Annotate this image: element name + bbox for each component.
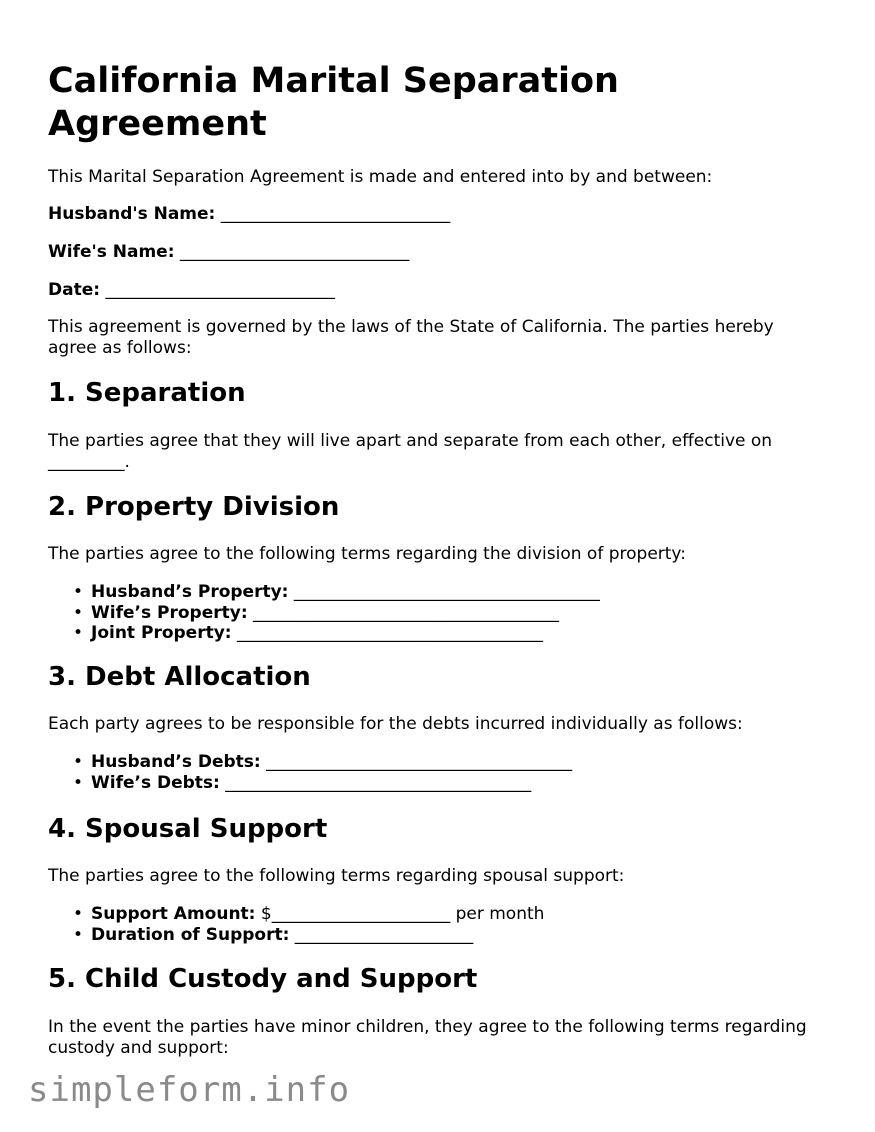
section-5-text: In the event the parties have minor children, they agree to the following terms regarding custody and support: — [48, 1017, 807, 1058]
item-label: Duration of Support: — [91, 924, 290, 945]
list-item[interactable] — [91, 623, 600, 644]
item-blank[interactable]: ____________________________________ — [260, 752, 573, 772]
item-label: Joint Property: — [91, 623, 232, 643]
support-list — [48, 904, 544, 945]
list-item[interactable] — [91, 925, 544, 946]
item-label: Support Amount: — [91, 904, 256, 924]
item-label: Wife’s Property: — [91, 602, 248, 623]
list-item[interactable] — [91, 773, 572, 794]
debt-list — [48, 752, 572, 793]
watermark-text: simpleform.info — [28, 1070, 351, 1110]
section-4-text: The parties agree to the following terms regarding spousal support: — [48, 866, 625, 886]
section-4-heading: 4. Spousal Support — [48, 814, 328, 844]
list-item[interactable] — [91, 904, 544, 925]
item-blank[interactable]: ____________________________________ — [219, 772, 532, 793]
item-blank[interactable]: ____________________________________ — [247, 602, 560, 623]
husband-name-label: Husband's Name: — [48, 204, 216, 224]
governing-paragraph: This agreement is governed by the laws of the State of California. The parties hereby agree as follows: — [48, 317, 774, 358]
item-blank[interactable]: $_____________________ per month — [255, 904, 545, 924]
section-3-text: Each party agrees to be responsible for the debts incurred individually as follows: — [48, 714, 743, 734]
section-5-heading: 5. Child Custody and Support — [48, 964, 478, 994]
list-item[interactable] — [91, 752, 572, 773]
item-label: Husband’s Debts: — [91, 752, 261, 772]
document-title: California Marital Separation Agreement — [48, 61, 619, 144]
list-item[interactable] — [91, 582, 600, 603]
date-label: Date: — [48, 280, 101, 300]
item-label: Wife’s Debts: — [91, 772, 220, 793]
item-blank[interactable]: ____________________________________ — [288, 582, 600, 602]
item-blank[interactable]: _____________________ — [289, 924, 474, 945]
intro-paragraph: This Marital Separation Agreement is made and entered into by and between: — [48, 167, 713, 187]
husband-name-blank[interactable]: ___________________________ — [220, 204, 451, 224]
section-2-text: The parties agree to the following terms regarding the division of property: — [48, 544, 686, 564]
section-1-heading: 1. Separation — [48, 378, 246, 408]
item-label: Husband’s Property: — [91, 582, 289, 602]
list-item[interactable] — [91, 603, 600, 624]
section-2-heading: 2. Property Division — [48, 492, 340, 522]
wife-name-field[interactable] — [48, 242, 409, 263]
husband-name-field[interactable] — [48, 204, 450, 225]
date-blank[interactable]: ___________________________ — [105, 280, 335, 300]
wife-name-label: Wife's Name: — [48, 242, 175, 262]
date-field[interactable] — [48, 280, 335, 301]
wife-name-blank[interactable]: ___________________________ — [179, 242, 410, 262]
section-1-text: The parties agree that they will live apart and separate from each other, effective on _________. — [48, 431, 773, 472]
property-list — [48, 582, 600, 644]
section-3-heading: 3. Debt Allocation — [48, 662, 311, 692]
item-blank[interactable]: ____________________________________ — [231, 623, 543, 643]
